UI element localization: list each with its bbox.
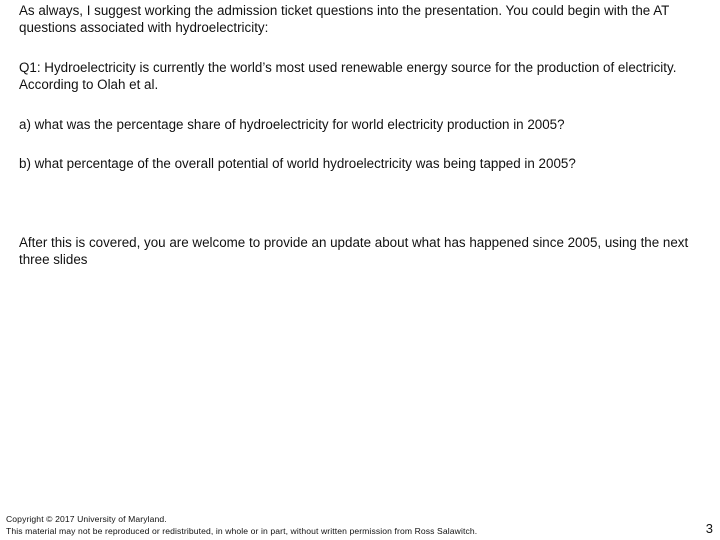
question-1b-paragraph: b) what percentage of the overall potential of world hydroelectricity was being tapped in 2005?: [19, 156, 576, 171]
follow-up-paragraph: After this is covered, you are welcome to provide an update about what has happened since 2005, using the next three slides: [19, 235, 689, 267]
question-1a-paragraph: a) what was the percentage share of hydroelectricity for world electricity production in 2005?: [19, 117, 565, 132]
question-1-paragraph: Q1: Hydroelectricity is currently the world’s most used renewable energy source for the production of electricity. According to Olah et al.: [19, 60, 677, 92]
disclaimer-line: This material may not be reproduced or redistributed, in whole or in part, without written permission from Ross Salawitch.: [6, 526, 478, 536]
copyright-line: Copyright © 2017 University of Maryland.: [6, 514, 167, 524]
page-number: 3: [705, 521, 713, 536]
footer: [6, 513, 477, 537]
intro-paragraph: As always, I suggest working the admission ticket questions into the presentation. You could begin with the AT questions associated with hydroelectricity:: [19, 3, 670, 35]
